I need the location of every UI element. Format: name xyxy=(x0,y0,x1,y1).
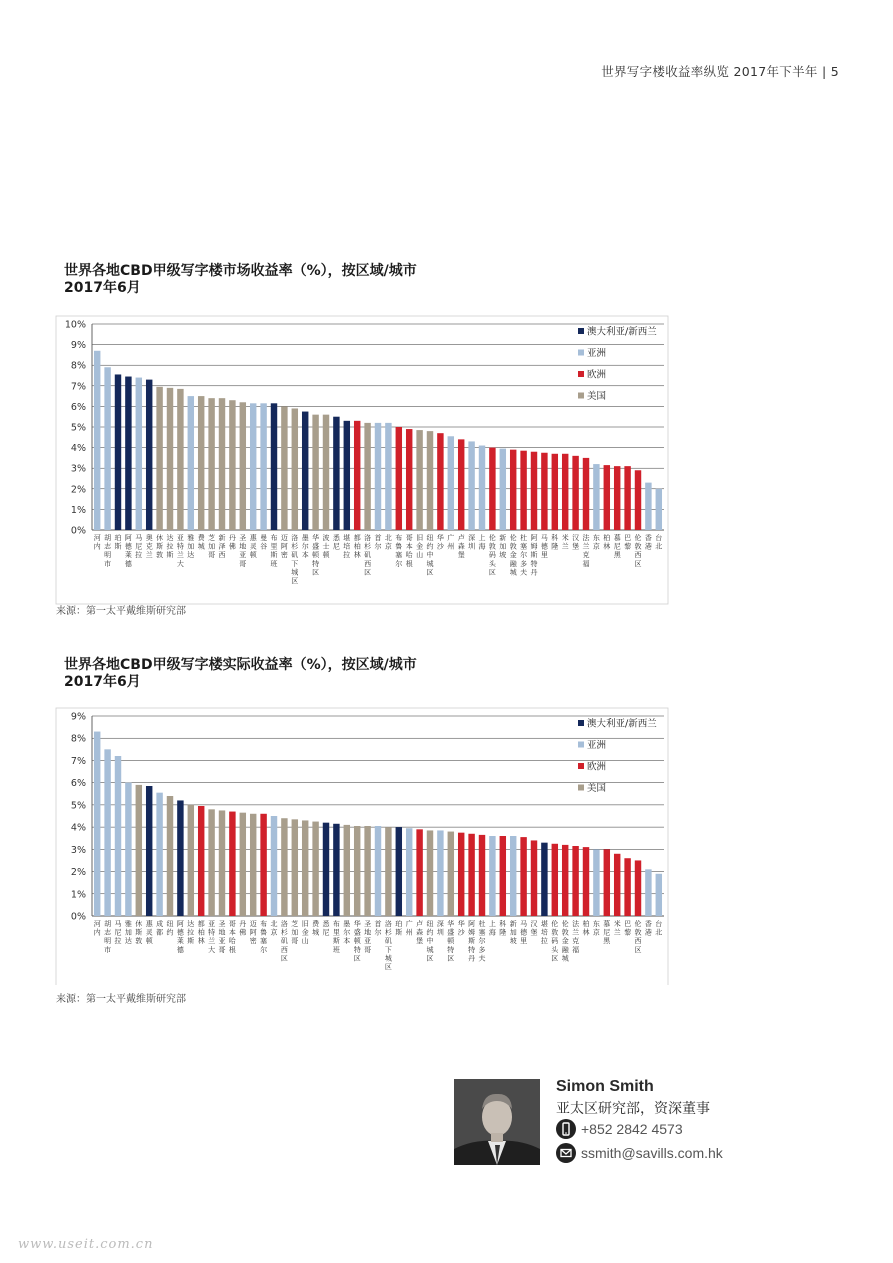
x-tick-label: 广州 xyxy=(405,920,413,937)
x-tick-label: 河内 xyxy=(93,920,101,937)
contact-phone[interactable]: +852 2842 4573 xyxy=(581,1121,683,1137)
bar-20 xyxy=(292,819,298,916)
y-tick-label: 6% xyxy=(70,401,86,413)
x-tick-label: 科隆 xyxy=(551,534,559,551)
x-tick-label: 布鲁塞尔 xyxy=(260,920,268,954)
bar-43 xyxy=(531,840,537,916)
bar-11 xyxy=(198,806,204,916)
x-tick-label: 旧金山 xyxy=(301,920,309,946)
chart1-source: 来源：第一太平戴维斯研究部 xyxy=(56,606,186,617)
bar-44 xyxy=(541,843,547,916)
x-tick-label: 奥克兰 xyxy=(145,534,153,560)
y-tick-label: 3% xyxy=(70,463,86,475)
x-tick-label: 都柏林 xyxy=(197,920,205,946)
bar-34 xyxy=(437,830,443,916)
bar-12 xyxy=(208,809,214,916)
x-tick-label: 芝加哥 xyxy=(291,920,299,946)
bar-1 xyxy=(94,351,100,530)
bar-46 xyxy=(562,845,568,916)
bar-55 xyxy=(656,874,662,916)
bar-33 xyxy=(427,830,433,916)
x-tick-label: 杜塞尔多夫 xyxy=(520,534,528,577)
x-tick-label: 达拉斯 xyxy=(166,534,174,560)
bar-5 xyxy=(136,378,142,530)
bar-23 xyxy=(323,823,329,916)
y-tick-label: 3% xyxy=(70,844,86,856)
x-tick-label: 柏林 xyxy=(603,534,611,551)
x-tick-label: 丹佛 xyxy=(239,920,247,937)
bar-27 xyxy=(364,423,370,530)
x-tick-label: 圣地亚哥 xyxy=(239,534,247,568)
bar-14 xyxy=(229,400,235,530)
bar-16 xyxy=(250,814,256,916)
x-tick-label: 布鲁塞尔 xyxy=(395,534,403,568)
bar-31 xyxy=(406,429,412,530)
bar-29 xyxy=(385,827,391,916)
x-tick-label: 广州 xyxy=(447,534,455,551)
y-tick-label: 8% xyxy=(70,733,86,745)
bar-14 xyxy=(229,812,235,916)
contact-role: 亚太区研究部，资深董事 xyxy=(556,1101,710,1117)
x-tick-label: 墨尔本 xyxy=(343,920,351,946)
y-tick-label: 7% xyxy=(70,755,86,767)
y-tick-label: 0% xyxy=(70,525,86,537)
x-tick-label: 阿德莱德 xyxy=(176,920,184,954)
bar-41 xyxy=(510,836,516,916)
x-tick-label: 亚特兰大 xyxy=(208,920,216,954)
legend-swatch xyxy=(578,328,584,334)
legend-swatch xyxy=(578,785,584,791)
x-tick-label: 圣地亚哥 xyxy=(218,920,226,954)
bar-2 xyxy=(104,367,110,530)
x-tick-label: 伦敦码头区 xyxy=(488,534,496,577)
page-header: 世界写字楼收益率纵览 2017年下半年 | 5 xyxy=(601,64,839,79)
x-tick-label: 法兰克福 xyxy=(582,534,590,568)
legend-label: 澳大利亚/新西兰 xyxy=(587,718,657,730)
bar-7 xyxy=(156,793,162,916)
bar-40 xyxy=(500,836,506,916)
chart1-subtitle: 2017年6月 xyxy=(64,280,141,296)
phone-icon xyxy=(556,1119,576,1139)
bar-32 xyxy=(416,430,422,530)
x-tick-label: 巴黎 xyxy=(624,534,632,551)
bar-24 xyxy=(333,417,339,530)
chart2-title-block xyxy=(64,657,417,691)
x-tick-label: 雅加达 xyxy=(187,534,195,560)
bar-28 xyxy=(375,423,381,530)
x-tick-label: 珀斯 xyxy=(114,534,122,551)
contact-name: Simon Smith xyxy=(556,1078,654,1095)
bar-28 xyxy=(375,826,381,916)
bar-3 xyxy=(115,756,121,916)
x-tick-label: 华盛顿特区 xyxy=(353,920,361,963)
bar-48 xyxy=(583,458,589,530)
x-tick-label: 东京 xyxy=(592,534,600,551)
y-tick-label: 9% xyxy=(70,711,86,723)
x-tick-label: 芝加哥 xyxy=(208,534,216,560)
x-tick-label: 悉尼 xyxy=(322,920,330,937)
x-tick-label: 洛杉矶西区 xyxy=(280,920,288,963)
x-tick-label: 马德里 xyxy=(520,920,528,946)
y-tick-label: 0% xyxy=(70,911,86,923)
x-tick-label: 圣地亚哥 xyxy=(364,920,372,954)
x-tick-label: 阿姆斯特丹 xyxy=(468,920,476,963)
bar-53 xyxy=(635,470,641,530)
x-tick-label: 米兰 xyxy=(561,534,569,551)
y-tick-label: 5% xyxy=(70,800,86,812)
bar-50 xyxy=(604,465,610,530)
x-tick-label: 洛杉矶下城区 xyxy=(291,534,299,585)
bar-25 xyxy=(344,421,350,530)
bar-12 xyxy=(208,398,214,530)
bar-35 xyxy=(448,436,454,530)
x-tick-label: 阿姆斯特丹 xyxy=(530,534,538,577)
x-tick-label: 堪培拉 xyxy=(540,920,548,946)
y-tick-label: 4% xyxy=(70,822,86,834)
y-tick-label: 8% xyxy=(70,360,86,372)
chart2-title: 世界各地CBD甲级写字楼实际收益率（%），按区域/城市 xyxy=(64,657,417,673)
x-tick-label: 休斯敦 xyxy=(156,534,164,560)
bar-7 xyxy=(156,387,162,530)
bar-2 xyxy=(104,749,110,916)
x-tick-label: 布里斯班 xyxy=(270,534,278,568)
legend-swatch xyxy=(578,393,584,399)
x-tick-label: 马尼拉 xyxy=(114,920,122,946)
x-tick-label: 亚特兰大 xyxy=(176,534,184,568)
x-tick-label: 北京 xyxy=(384,534,392,551)
bar-18 xyxy=(271,816,277,916)
legend-label: 欧洲 xyxy=(587,369,607,381)
bar-19 xyxy=(281,818,287,916)
x-tick-label: 华沙 xyxy=(457,920,465,937)
x-tick-label: 汉堡 xyxy=(530,920,538,937)
legend-swatch xyxy=(578,763,584,769)
bar-26 xyxy=(354,421,360,530)
bar-31 xyxy=(406,828,412,916)
x-tick-label: 迈阿密 xyxy=(280,534,288,560)
bar-6 xyxy=(146,380,152,530)
x-tick-label: 深圳 xyxy=(468,534,476,551)
x-tick-label: 曼谷 xyxy=(260,534,268,551)
bar-38 xyxy=(479,835,485,916)
y-tick-label: 1% xyxy=(70,889,86,901)
bar-42 xyxy=(520,837,526,916)
x-tick-label: 香港 xyxy=(644,920,652,937)
x-tick-label: 台北 xyxy=(655,920,663,937)
x-tick-label: 成都 xyxy=(156,920,164,937)
x-tick-label: 河内 xyxy=(93,534,101,551)
bar-8 xyxy=(167,388,173,530)
x-tick-label: 伦敦西区 xyxy=(634,534,642,568)
x-tick-label: 马德里 xyxy=(540,534,548,560)
chart1-title-block xyxy=(64,263,417,297)
chart2-source: 来源：第一太平戴维斯研究部 xyxy=(56,994,186,1005)
chart2-subtitle: 2017年6月 xyxy=(64,674,141,690)
bar-43 xyxy=(531,452,537,530)
x-tick-label: 洛杉矶下城区 xyxy=(384,920,392,971)
bar-51 xyxy=(614,854,620,916)
bar-4 xyxy=(125,377,131,530)
contact-email[interactable]: ssmith@savills.com.hk xyxy=(581,1145,723,1161)
y-tick-label: 2% xyxy=(70,867,86,879)
legend-swatch xyxy=(578,720,584,726)
bar-55 xyxy=(656,489,662,530)
bar-1 xyxy=(94,732,100,916)
x-tick-label: 伦敦金融城 xyxy=(509,534,517,577)
y-tick-label: 9% xyxy=(70,340,86,352)
legend-label: 澳大利亚/新西兰 xyxy=(587,326,657,338)
bar-16 xyxy=(250,403,256,530)
bar-54 xyxy=(645,483,651,530)
x-tick-label: 柏林 xyxy=(582,920,590,937)
bar-11 xyxy=(198,396,204,530)
bar-41 xyxy=(510,450,516,530)
x-tick-label: 巴黎 xyxy=(624,920,632,937)
bar-25 xyxy=(344,825,350,916)
bar-36 xyxy=(458,439,464,530)
bar-35 xyxy=(448,832,454,916)
bar-6 xyxy=(146,786,152,916)
bar-53 xyxy=(635,860,641,916)
chart2-real-yield xyxy=(0,705,893,985)
x-tick-label: 都柏林 xyxy=(353,534,361,560)
x-tick-label: 法兰克福 xyxy=(572,920,580,954)
bar-27 xyxy=(364,826,370,916)
legend-swatch xyxy=(578,742,584,748)
x-tick-label: 卢森堡 xyxy=(457,534,465,560)
bar-29 xyxy=(385,423,391,530)
bar-26 xyxy=(354,826,360,916)
bar-10 xyxy=(188,396,194,530)
y-tick-label: 2% xyxy=(70,484,86,496)
chart1-market-yield xyxy=(0,310,893,610)
y-tick-label: 4% xyxy=(70,443,86,455)
x-tick-label: 首尔 xyxy=(374,920,382,937)
x-tick-label: 惠灵顿 xyxy=(249,534,257,560)
x-tick-label: 费城 xyxy=(197,534,205,551)
x-tick-label: 伦敦西区 xyxy=(634,920,642,954)
bar-50 xyxy=(604,849,610,916)
x-tick-label: 慕尼黑 xyxy=(613,534,621,560)
y-tick-label: 5% xyxy=(70,422,86,434)
legend-swatch xyxy=(578,350,584,356)
chart1-title: 世界各地CBD甲级写字楼市场收益率（%），按区域/城市 xyxy=(64,263,417,279)
bar-51 xyxy=(614,466,620,530)
bar-10 xyxy=(188,805,194,916)
bar-8 xyxy=(167,796,173,916)
x-tick-label: 胡志明市 xyxy=(104,534,112,568)
bar-19 xyxy=(281,406,287,530)
x-tick-label: 旧金山 xyxy=(416,534,424,560)
x-tick-label: 费城 xyxy=(312,920,320,937)
bar-34 xyxy=(437,433,443,530)
x-tick-label: 首尔 xyxy=(374,534,382,551)
watermark: www.useit.com.cn xyxy=(18,1237,154,1252)
bar-39 xyxy=(489,836,495,916)
x-tick-label: 悉尼 xyxy=(332,534,340,551)
bar-23 xyxy=(323,415,329,530)
bar-52 xyxy=(624,466,630,530)
portrait-photo xyxy=(454,1079,540,1165)
bar-30 xyxy=(396,427,402,530)
x-tick-label: 珀斯 xyxy=(395,920,403,937)
x-tick-label: 惠灵顿 xyxy=(145,920,153,946)
x-tick-label: 北京 xyxy=(270,920,278,937)
x-tick-label: 阿德莱德 xyxy=(124,534,132,568)
bar-39 xyxy=(489,448,495,530)
y-tick-label: 10% xyxy=(64,319,86,331)
bar-3 xyxy=(115,374,121,530)
bar-9 xyxy=(177,389,183,530)
bar-45 xyxy=(552,844,558,916)
x-tick-label: 墨尔本 xyxy=(301,534,309,560)
bar-40 xyxy=(500,449,506,530)
x-tick-label: 新泽西 xyxy=(218,534,226,560)
bar-37 xyxy=(468,834,474,916)
x-tick-label: 堪培拉 xyxy=(343,534,351,560)
x-tick-label: 新加坡 xyxy=(509,920,517,946)
x-tick-label: 华沙 xyxy=(436,534,444,551)
legend-label: 欧洲 xyxy=(587,761,607,773)
x-tick-label: 汉堡 xyxy=(572,534,580,551)
x-tick-label: 上海 xyxy=(478,534,486,551)
x-tick-label: 科隆 xyxy=(499,920,507,937)
x-tick-label: 新加坡 xyxy=(499,534,507,560)
bar-33 xyxy=(427,431,433,530)
x-tick-label: 米兰 xyxy=(613,920,621,937)
x-tick-label: 胡志明市 xyxy=(104,920,112,954)
bar-9 xyxy=(177,800,183,916)
x-tick-label: 雅加达 xyxy=(124,920,132,946)
bar-38 xyxy=(479,446,485,530)
legend-label: 美国 xyxy=(587,783,607,794)
legend-label: 亚洲 xyxy=(587,740,607,751)
x-tick-label: 东京 xyxy=(592,920,600,937)
x-tick-label: 慕尼黑 xyxy=(603,920,611,946)
bar-20 xyxy=(292,408,298,530)
bar-42 xyxy=(520,451,526,530)
x-tick-label: 布里斯班 xyxy=(332,920,340,954)
bar-15 xyxy=(240,402,246,530)
bar-46 xyxy=(562,454,568,530)
bar-36 xyxy=(458,833,464,916)
x-tick-label: 纽约中城区 xyxy=(426,920,434,963)
bar-21 xyxy=(302,412,308,530)
x-tick-label: 哥本哈根 xyxy=(228,920,236,954)
x-tick-label: 杜塞尔多夫 xyxy=(478,920,486,963)
bar-37 xyxy=(468,441,474,530)
x-tick-label: 伦敦码头区 xyxy=(551,920,559,963)
x-tick-label: 卢森堡 xyxy=(416,920,424,946)
bar-45 xyxy=(552,454,558,530)
bar-30 xyxy=(396,827,402,916)
bar-5 xyxy=(136,785,142,916)
x-tick-label: 深圳 xyxy=(436,920,444,937)
x-tick-label: 迈阿密 xyxy=(249,920,257,946)
y-tick-label: 1% xyxy=(70,504,86,516)
bar-24 xyxy=(333,824,339,916)
legend-swatch xyxy=(578,371,584,377)
bar-18 xyxy=(271,403,277,530)
x-tick-label: 华盛顿特区 xyxy=(447,920,455,963)
x-tick-label: 哥本哈根 xyxy=(405,534,413,568)
legend-label: 亚洲 xyxy=(587,348,607,359)
contact-email-row xyxy=(556,1143,723,1163)
bar-49 xyxy=(593,849,599,916)
bar-13 xyxy=(219,810,225,916)
x-tick-label: 华盛顿特区 xyxy=(312,534,320,577)
bar-4 xyxy=(125,783,131,916)
bar-48 xyxy=(583,847,589,916)
bar-17 xyxy=(260,814,266,916)
x-tick-label: 波士顿 xyxy=(322,534,330,560)
x-tick-label: 洛杉矶西区 xyxy=(364,534,372,577)
x-tick-label: 丹佛 xyxy=(228,534,236,551)
bar-44 xyxy=(541,453,547,530)
x-tick-label: 马尼拉 xyxy=(135,534,143,560)
bar-32 xyxy=(416,829,422,916)
y-tick-label: 6% xyxy=(70,778,86,790)
bar-52 xyxy=(624,858,630,916)
bar-47 xyxy=(572,846,578,916)
x-tick-label: 香港 xyxy=(644,534,652,551)
bar-13 xyxy=(219,398,225,530)
bar-47 xyxy=(572,456,578,530)
bar-21 xyxy=(302,820,308,916)
bar-22 xyxy=(312,415,318,530)
x-tick-label: 上海 xyxy=(488,920,496,937)
email-icon xyxy=(556,1143,576,1163)
bar-49 xyxy=(593,464,599,530)
bar-17 xyxy=(260,403,266,530)
y-tick-label: 7% xyxy=(70,381,86,393)
x-tick-label: 台北 xyxy=(655,534,663,551)
contact-phone-row xyxy=(556,1119,683,1139)
x-tick-label: 休斯敦 xyxy=(135,920,143,946)
bar-54 xyxy=(645,869,651,916)
legend-label: 美国 xyxy=(587,391,607,402)
bar-15 xyxy=(240,813,246,916)
bar-22 xyxy=(312,822,318,916)
x-tick-label: 纽约中城区 xyxy=(426,534,434,577)
x-tick-label: 纽约 xyxy=(166,920,174,937)
x-tick-label: 达拉斯 xyxy=(187,920,195,946)
x-tick-label: 伦敦金融城 xyxy=(561,920,569,963)
